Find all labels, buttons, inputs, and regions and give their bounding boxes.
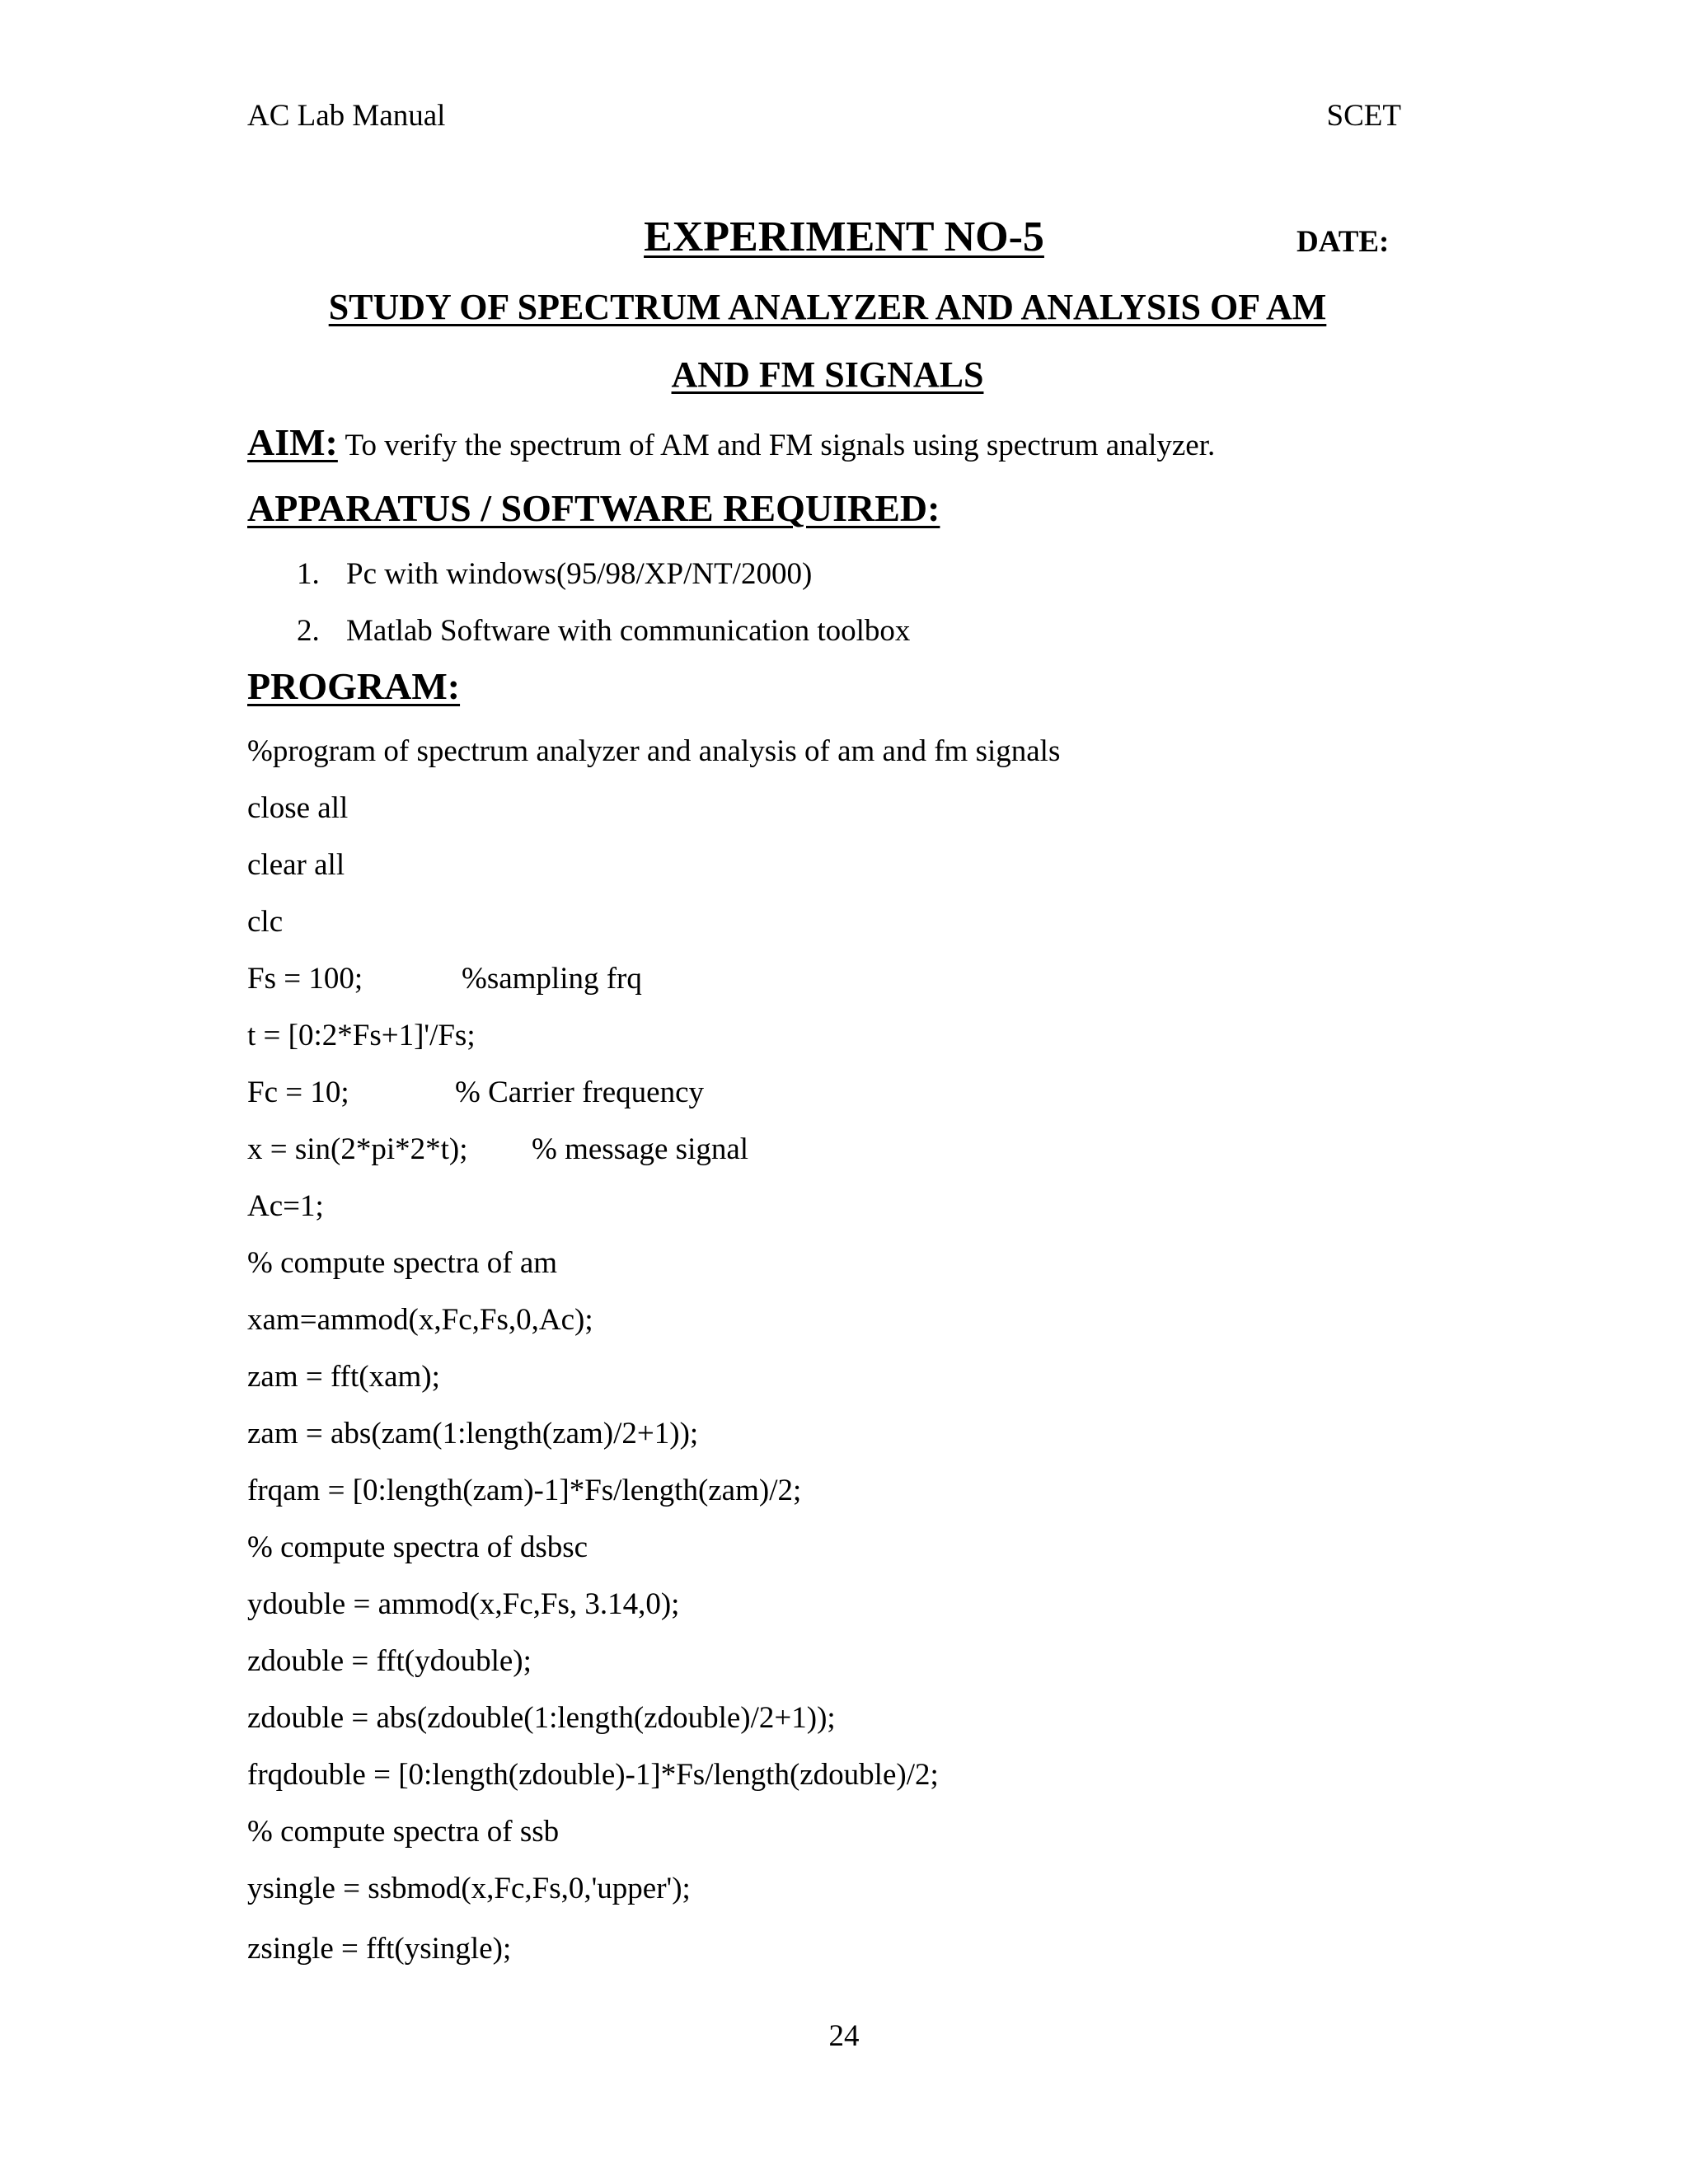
list-item-text: Pc with windows(95/98/XP/NT/2000): [346, 557, 813, 591]
code-line: [247, 736, 1060, 766]
code-text: % compute spectra of am: [247, 1246, 558, 1280]
experiment-title-line-1: STUDY OF SPECTRUM ANALYZER AND ANALYSIS OF AM: [328, 287, 1327, 327]
code-line: [247, 1589, 679, 1619]
running-header-left: AC Lab Manual: [247, 99, 446, 133]
date-label: DATE:: [1296, 225, 1390, 259]
code-comment: %sampling frq: [462, 962, 642, 996]
code-text: Ac=1;: [247, 1189, 324, 1223]
running-header-right: SCET: [1326, 99, 1401, 133]
code-text: ysingle = ssbmod(x,Fc,Fs,0,'upper');: [247, 1872, 691, 1905]
code-text: frqdouble = [0:length(zdouble)-1]*Fs/length(zdouble)/2;: [247, 1758, 939, 1792]
code-text: x = sin(2*pi*2*t);: [247, 1132, 468, 1166]
code-text: close all: [247, 791, 349, 825]
code-text: Fs = 100;: [247, 962, 363, 996]
experiment-number-heading: EXPERIMENT NO-5: [644, 213, 1044, 260]
code-line: [247, 1418, 698, 1449]
code-text: % compute spectra of dsbsc: [247, 1530, 588, 1564]
code-comment: % Carrier frequency: [455, 1076, 704, 1109]
code-line: [247, 1646, 532, 1676]
program-heading: PROGRAM:: [247, 665, 461, 707]
code-line: [247, 1933, 511, 1964]
code-line: [247, 850, 345, 880]
code-text: % compute spectra of ssb: [247, 1815, 560, 1849]
apparatus-heading: APPARATUS / SOFTWARE REQUIRED:: [247, 487, 940, 529]
code-text: clear all: [247, 848, 345, 882]
code-line: [247, 793, 348, 823]
code-line: [247, 907, 283, 937]
code-text: ydouble = ammod(x,Fc,Fs, 3.14,0);: [247, 1587, 680, 1621]
code-text: frqam = [0:length(zam)-1]*Fs/length(zam)/2;: [247, 1474, 802, 1507]
code-line: [247, 1248, 557, 1278]
apparatus-list-item: [297, 559, 812, 589]
aim-label: AIM:: [247, 421, 338, 463]
code-text: zdouble = abs(zdouble(1:length(zdouble)/2+1));: [247, 1701, 836, 1735]
code-line: [247, 1703, 836, 1733]
aim-text: To verify the spectrum of AM and FM signals using spectrum analyzer.: [337, 429, 1216, 462]
experiment-title-line-2: AND FM SIGNALS: [671, 354, 984, 395]
code-text: zam = abs(zam(1:length(zam)/2+1));: [247, 1417, 699, 1451]
code-text: xam=ammod(x,Fc,Fs,0,Ac);: [247, 1303, 593, 1337]
code-line: [247, 1361, 440, 1392]
page-number: 24: [828, 2019, 860, 2053]
code-comment: % message signal: [532, 1132, 749, 1166]
list-item-number: 1.: [297, 557, 320, 591]
apparatus-list-item: [297, 616, 910, 646]
code-line: [247, 1475, 801, 1506]
aim-paragraph: [247, 421, 1216, 463]
code-text: zdouble = fft(ydouble);: [247, 1644, 532, 1678]
list-item-text: Matlab Software with communication toolbox: [346, 614, 911, 648]
list-item-number: 2.: [297, 614, 320, 648]
code-text: zsingle = fft(ysingle);: [247, 1932, 512, 1966]
code-line: [247, 1076, 704, 1109]
code-line: [247, 1132, 749, 1166]
code-line: [247, 1532, 588, 1563]
code-text: t = [0:2*Fs+1]'/Fs;: [247, 1019, 476, 1052]
code-line: [247, 1816, 559, 1847]
code-line: [247, 1760, 939, 1790]
code-text: zam = fft(xam);: [247, 1360, 440, 1394]
code-text: Fc = 10;: [247, 1076, 349, 1109]
code-line: [247, 1020, 476, 1051]
code-text: %program of spectrum analyzer and analysis of am and fm signals: [247, 734, 1061, 768]
code-line: [247, 962, 642, 996]
code-line: [247, 1873, 691, 1904]
code-line: [247, 1191, 324, 1221]
code-text: clc: [247, 905, 284, 939]
code-line: [247, 1305, 593, 1335]
